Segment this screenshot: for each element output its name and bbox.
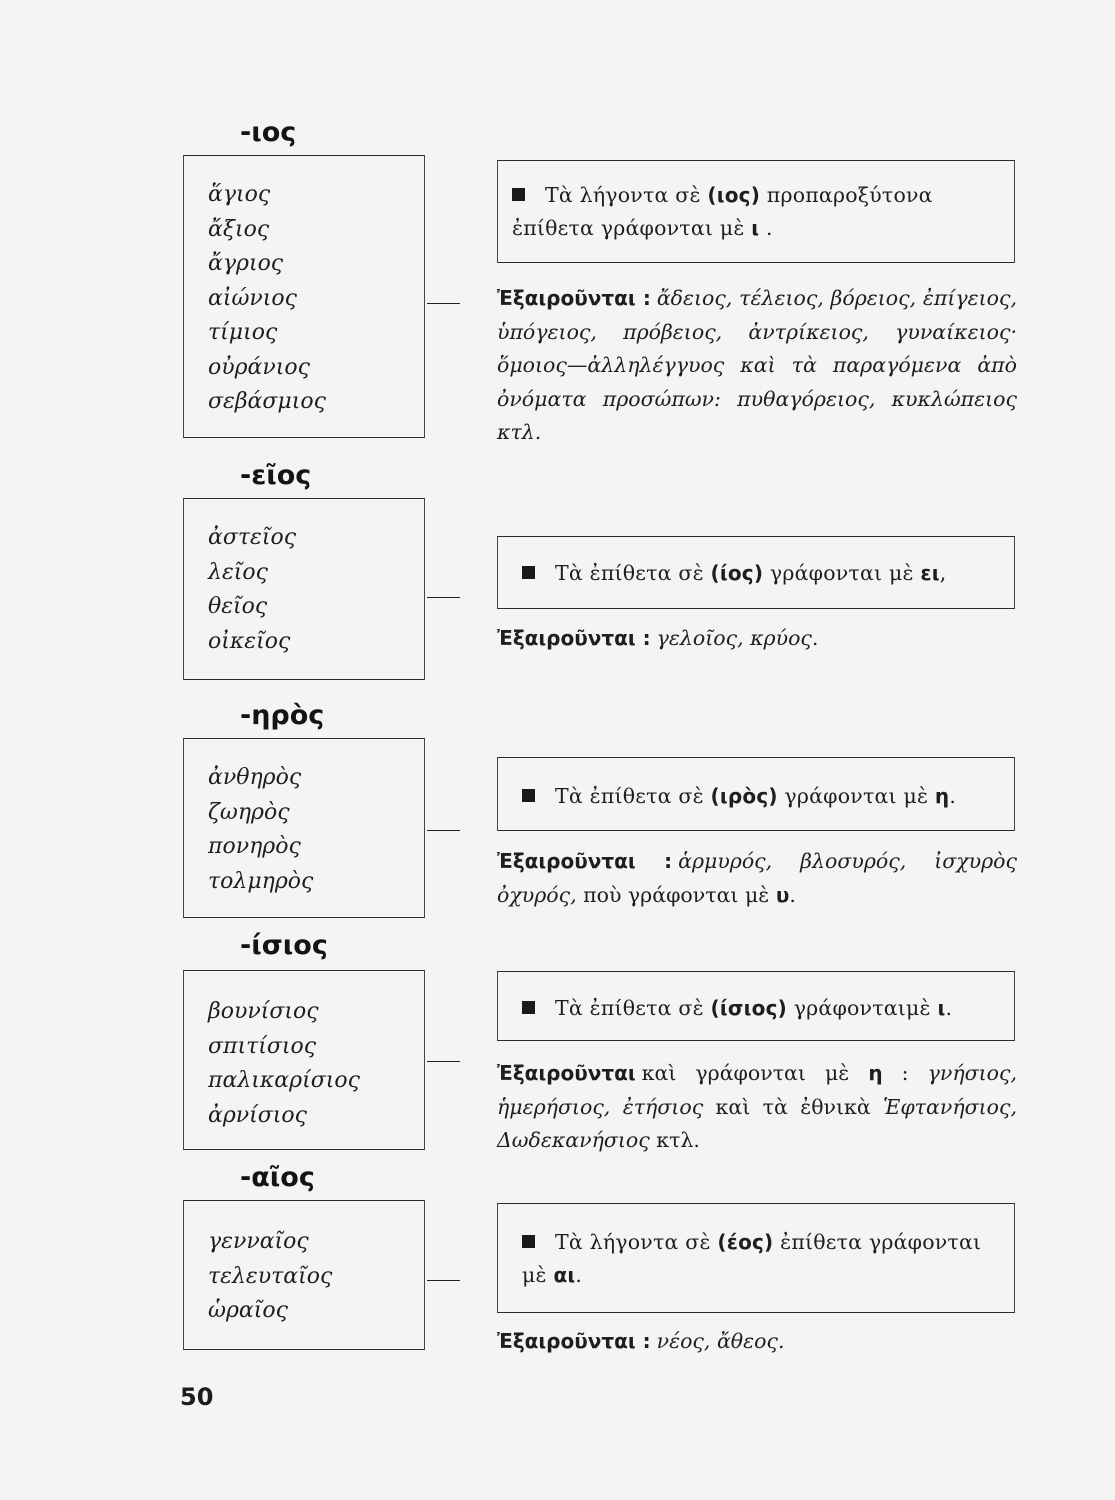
square-bullet-icon [522, 789, 535, 802]
word-item: ὡραῖος [208, 1298, 288, 1323]
rule-box [497, 1203, 1015, 1313]
word-list [208, 1225, 420, 1329]
square-bullet-icon [522, 1235, 535, 1248]
exceptions-paragraph [497, 622, 1017, 656]
word-item: θεῖος [208, 594, 268, 619]
section-heading: -ιος [240, 117, 297, 148]
word-list-box [183, 155, 425, 438]
connector-dash [427, 830, 460, 831]
page-number: 50 [180, 1383, 214, 1411]
word-list-box [183, 738, 425, 918]
word-list [208, 995, 420, 1133]
word-item: βουνίσιος [208, 999, 319, 1024]
connector-dash [427, 1061, 460, 1062]
word-item: τίμιος [208, 320, 278, 345]
section-heading: -ηρὸς [240, 700, 325, 731]
word-item: πονηρὸς [208, 834, 301, 859]
word-item: ἄγριος [208, 251, 284, 276]
exceptions-label: Ἐξαιροῦνται : [497, 626, 651, 650]
exceptions-paragraph: Ἐξαιροῦνται : ἁρμυρός, βλοσυρός, ἰσχυρὸς ὀχυρός, ποὺ γράφονται μὲ υ. [497, 849, 1017, 907]
word-list [208, 761, 420, 899]
exceptions-text: ἁρμυρός, βλοσυρός, ἰσχυρὸς ὀχυρός, [497, 849, 1017, 907]
word-list-box [183, 970, 425, 1150]
word-item: τελευταῖος [208, 1263, 333, 1289]
word-item: γενναῖος [208, 1229, 309, 1254]
exceptions-paragraph [497, 1325, 1017, 1359]
word-list-box [183, 498, 425, 680]
rule-text: Τὰ λήγοντα σὲ (ιος) προπαροξύτονα ἐπίθετα γράφονται μὲ ι . [512, 183, 933, 240]
connector-dash [427, 1280, 460, 1281]
exceptions-text: γελοῖος, κρύος. [656, 626, 819, 650]
word-item: ἅγιος [208, 182, 271, 207]
square-bullet-icon [522, 566, 535, 579]
word-list [208, 178, 420, 420]
word-item: ἄξιος [208, 216, 270, 242]
rule-box [497, 536, 1015, 609]
word-list [208, 521, 420, 659]
exceptions-label: Ἐξαιροῦνται : [497, 849, 673, 873]
rule-text: Τὰ ἐπίθετα σὲ (ίσιος) γράφονταιμὲ ι. [522, 992, 1004, 1025]
square-bullet-icon [512, 188, 525, 201]
rule-box [497, 160, 1015, 263]
word-item: λεῖος [208, 559, 268, 585]
word-item: οὐράνιος [208, 354, 310, 380]
word-item: σεβάσμιος [208, 389, 326, 414]
word-item: ἀνθηρὸς [208, 765, 302, 790]
rule-text: Τὰ ἐπίθετα σὲ (ιρὸς) γράφονται μὲ η. [522, 780, 1004, 813]
rule-text: Τὰ λήγοντα σὲ (έος) ἐπίθετα γράφονται μὲ αι. [522, 1230, 982, 1287]
word-item: οἰκεῖος [208, 628, 291, 654]
exceptions-label: Ἐξαιροῦνται : [497, 1329, 651, 1353]
word-item: τολμηρὸς [208, 868, 314, 894]
word-item: ζωηρὸς [208, 799, 290, 825]
rule-box [497, 757, 1015, 831]
section-heading: -ίσιος [240, 930, 328, 961]
rule-text: Τὰ ἐπίθετα σὲ (ίος) γράφονται μὲ ει, [522, 557, 1004, 590]
word-item: ἀρνίσιος [208, 1102, 307, 1128]
bleed-through-text [360, 95, 369, 125]
exceptions-label: Ἐξαιροῦνται : [497, 286, 651, 310]
word-item: παλικαρίσιος [208, 1068, 360, 1093]
rule-box [497, 971, 1015, 1041]
word-item: σπιτίσιος [208, 1033, 317, 1059]
section-heading: -εῖος [240, 460, 312, 491]
word-list-box [183, 1200, 425, 1350]
square-bullet-icon [522, 1001, 535, 1014]
exceptions-label: Ἐξαιροῦνται [497, 1061, 636, 1085]
exceptions-paragraph [497, 282, 1017, 450]
word-item: αἰώνιος [208, 285, 297, 311]
word-item: ἀστεῖος [208, 525, 297, 550]
exceptions-paragraph: Ἐξαιροῦνται καὶ γράφονται μὲ η : γνήσιος, ἡμερήσιος, ἐτήσιος καὶ τὰ ἐθνικὰ Ἑφτανήσιος, Δωδεκανήσιος κτλ. [497, 1061, 1017, 1152]
connector-dash [427, 303, 460, 304]
connector-dash [427, 597, 460, 598]
exceptions-text: νέος, ἄθεος. [656, 1329, 785, 1353]
exceptions-text: ἄδειος, τέλειος, βόρειος, ἐπίγειος, ὑπόγειος, πρόβειος, ἀντρίκειος, γυναίκειος· ὅμοιος—ἀλληλέγγυος καὶ τὰ παραγόμενα ἀπὸ ὀνόματα προσώπων: πυθαγόρειος, κυκλώπειος κτλ. [497, 286, 1018, 444]
section-heading: -αῖος [240, 1162, 315, 1193]
